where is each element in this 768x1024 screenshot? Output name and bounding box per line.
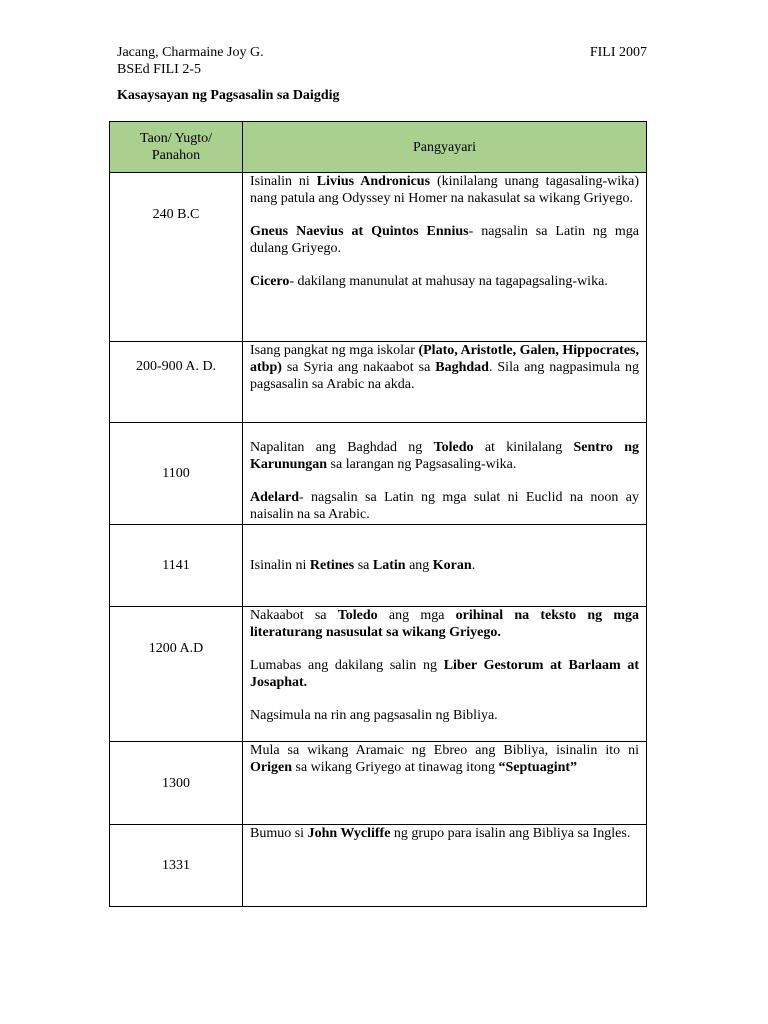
student-section: BSEd FILI 2-5 — [117, 62, 201, 77]
year-cell: 1141 — [110, 525, 243, 607]
event-paragraph: Nakaabot sa Toledo ang mga orihinal na teksto ng mga literaturang nasusulat sa wikang Griyego. — [250, 608, 639, 640]
event-cell — [243, 423, 647, 525]
student-name: Jacang, Charmaine Joy G. — [117, 45, 264, 60]
event-paragraph: Cicero- dakilang manunulat at mahusay na tagapagsaling-wika. — [250, 274, 608, 289]
event-paragraph: Gneus Naevius at Quintos Ennius- nagsalin sa Latin ng mga dulang Griyego. — [250, 224, 639, 256]
year-cell: 1200 A.D — [110, 607, 243, 742]
table-row — [110, 525, 647, 607]
header-student-info — [117, 44, 264, 78]
event-cell — [243, 607, 647, 742]
event-paragraph: Napalitan ang Baghdad ng Toledo at kinilalang Sentro ng Karunungan sa larangan ng Pagsasaling-wika. — [250, 440, 639, 472]
table-header-row — [110, 122, 647, 173]
table-row — [110, 607, 647, 742]
event-paragraph: Bumuo si John Wycliffe ng grupo para isalin ang Bibliya sa Ingles. — [250, 826, 631, 841]
event-paragraph: Isang pangkat ng mga iskolar (Plato, Aristotle, Galen, Hippocrates, atbp) sa Syria ang nakaabot sa Baghdad. Sila ang nagpasimula ng pagsasalin sa Arabic na akda. — [250, 343, 639, 392]
event-cell — [243, 742, 647, 825]
year-cell: 240 B.C — [110, 173, 243, 342]
event-paragraph: Isinalin ni Retines sa Latin ang Koran. — [250, 558, 476, 573]
year-cell: 200-900 A. D. — [110, 342, 243, 423]
table-row — [110, 342, 647, 423]
event-paragraph: Mula sa wikang Aramaic ng Ebreo ang Bibliya, isinalin ito ni Origen sa wikang Griyego at tinawag itong “Septuagint” — [250, 743, 639, 775]
event-cell — [243, 525, 647, 607]
year-cell: 1300 — [110, 742, 243, 825]
header-period: Taon/ Yugto/ Panahon — [110, 122, 243, 173]
event-cell — [243, 173, 647, 342]
table-row — [110, 173, 647, 342]
table-row — [110, 423, 647, 525]
year-cell: 1331 — [110, 825, 243, 907]
event-cell — [243, 825, 647, 907]
event-cell — [243, 342, 647, 423]
event-paragraph: Isinalin ni Livius Andronicus (kinilalang unang tagasaling-wika) nang patula ang Odyssey ni Homer na nakasulat sa wikang Griyego. — [250, 174, 639, 206]
table-row — [110, 742, 647, 825]
course-code: FILI 2007 — [589, 45, 647, 60]
year-cell: 1100 — [110, 423, 243, 525]
header-events: Pangyayari — [243, 122, 647, 173]
event-paragraph: Lumabas ang dakilang salin ng Liber Gestorum at Barlaam at Josaphat. — [250, 658, 639, 690]
table-row — [110, 825, 647, 907]
document-title: Kasaysayan ng Pagsasalin sa Daigdig — [117, 88, 340, 103]
event-paragraph: Adelard- nagsalin sa Latin ng mga sulat ni Euclid na noon ay naisalin na sa Arabic. — [250, 490, 639, 522]
event-paragraph: Nagsimula na rin ang pagsasalin ng Bibliya. — [250, 708, 498, 723]
history-table — [109, 121, 647, 907]
